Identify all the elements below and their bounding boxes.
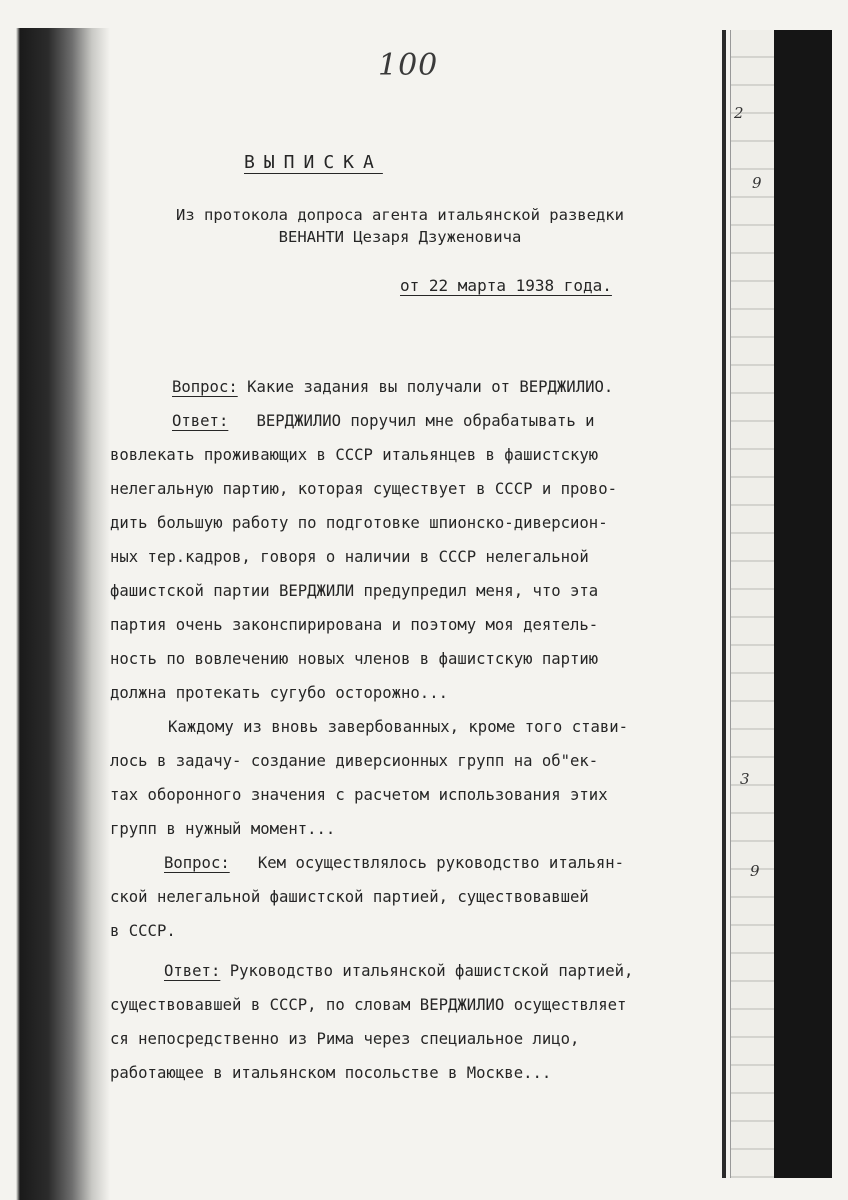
question-2 xyxy=(110,846,718,880)
answer-line: существовавшей в СССР, по словам ВЕРДЖИЛИО осуществляет xyxy=(110,996,627,1014)
answer-1-first-line xyxy=(110,404,718,438)
margin-mark: 3 xyxy=(740,770,750,788)
answer-label: Ответ: xyxy=(164,962,221,980)
paragraph-line: тах оборонного значения с расчетом использования этих xyxy=(110,786,608,804)
answer-line: должна протекать сугубо осторожно... xyxy=(110,684,448,702)
question-text: Какие задания вы получали от ВЕРДЖИЛИО. xyxy=(247,378,614,396)
paragraph-line: групп в нужный момент... xyxy=(110,820,336,838)
answer-line: нелегальную партию, которая существует в СССР и прово- xyxy=(110,480,617,498)
margin-mark: 9 xyxy=(750,862,760,880)
answer-line: ВЕРДЖИЛИО поручил мне обрабатывать и xyxy=(256,412,595,430)
answer-line: ся непосредственно из Рима через специальное лицо, xyxy=(110,1030,580,1048)
question-1 xyxy=(110,370,718,404)
subtitle-line: Из протокола допроса агента итальянской разведки xyxy=(176,206,624,224)
answer-line: ных тер.кадров, говоря о наличии в СССР нелегальной xyxy=(110,548,589,566)
answer-line: работающее в итальянском посольстве в Москве... xyxy=(110,1064,552,1082)
answer-line: вовлекать проживающих в СССР итальянцев в фашистскую xyxy=(110,446,599,464)
answer-label: Ответ: xyxy=(172,412,229,430)
question-line: ской нелегальной фашистской партией, существовавшей xyxy=(110,888,589,906)
answer-line: партия очень законспирирована и поэтому моя деятель- xyxy=(110,616,599,634)
document-date: от 22 марта 1938 года. xyxy=(400,276,612,295)
scan-left-edge xyxy=(0,0,110,1200)
question-line: в СССР. xyxy=(110,922,176,940)
document-body xyxy=(110,370,718,1090)
question-label: Вопрос: xyxy=(164,854,230,872)
question-label: Вопрос: xyxy=(172,378,238,396)
answer-line: дить большую работу по подготовке шпионско-диверсион- xyxy=(110,514,608,532)
paragraph-line: лось в задачу- создание диверсионных групп на об"ек- xyxy=(110,752,599,770)
answer-line: ность по вовлечению новых членов в фашистскую партию xyxy=(110,650,599,668)
scan-left-edge-top xyxy=(0,0,110,28)
answer-line: Руководство итальянской фашистской партией, xyxy=(229,962,634,980)
binding-strip xyxy=(730,30,775,1178)
question-text: Кем осуществлялось руководство итальян- xyxy=(257,854,625,872)
answer-2-first-line xyxy=(110,954,718,988)
margin-mark: 9 xyxy=(752,174,762,192)
subtitle-line: ВЕНАНТИ Цезаря Дзуженовича xyxy=(278,228,522,246)
document-title: ВЫПИСКА xyxy=(244,152,383,173)
binding-line xyxy=(722,30,726,1178)
document-subtitle xyxy=(120,204,680,248)
answer-line: фашистской партии ВЕРДЖИЛИ предупредил меня, что эта xyxy=(110,582,599,600)
folio-number: 100 xyxy=(378,48,439,83)
margin-mark: 2 xyxy=(734,104,744,122)
scan-right-edge xyxy=(774,30,832,1178)
paragraph-line: Каждому из вновь завербованных, кроме того стави- xyxy=(168,718,629,736)
